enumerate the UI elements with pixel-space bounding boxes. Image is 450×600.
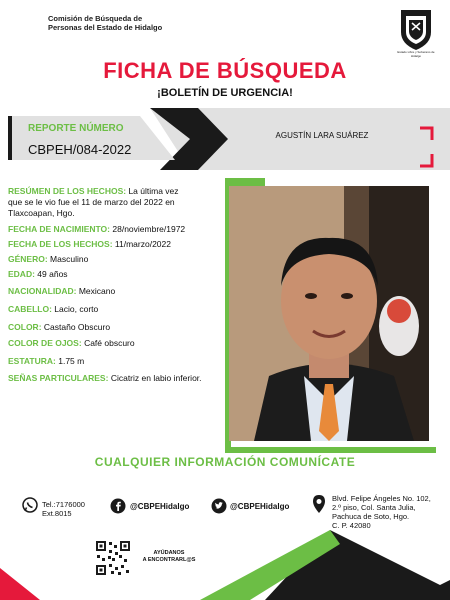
detail-value: Lacio, corto [54,304,99,314]
address-line-3: Pachuca de Soto, Hgo. [332,512,410,521]
address-line-4: C. P. 42080 [332,521,371,530]
facebook-icon [110,498,126,514]
photo-frame-accent-bottom [225,447,436,453]
detail-row-birthdate [8,224,185,235]
cta-line-2: A ENCONTRARL@S [142,557,196,563]
detail-value: 11/marzo/2022 [114,239,171,249]
detail-row-age [8,269,68,280]
report-number: CBPEH/084-2022 [28,142,132,157]
location-pin-icon [312,494,326,514]
address-line-1: Blvd. Felipe Ángeles No. 102, [332,494,431,503]
detail-key: CABELLO: [8,304,52,314]
detail-row-marks [8,373,202,384]
twitter-icon [211,498,227,514]
page-subtitle: ¡BOLETÍN DE URGENCIA! [157,87,293,99]
detail-value: Castaño Obscuro [43,322,111,332]
footer-band [0,520,450,600]
detail-row-hair [8,304,98,315]
detail-value: Mexicano [78,286,116,296]
whatsapp-icon [22,497,38,513]
detail-row-height [8,356,84,367]
detail-key: SEÑAS PARTICULARES: [8,373,109,383]
detail-value: 1.75 m [58,356,85,366]
missing-person-name: AGUSTÍN LARA SUÁREZ [275,131,369,140]
detail-value-summary-3: Tlaxcoapan, Hgo. [8,208,75,218]
contact-title: CUALQUIER INFORMACIÓN COMUNÍCATE [94,455,356,469]
detail-row-eye-color [8,338,135,349]
detail-row-color [8,322,110,333]
detail-value: Café obscuro [84,338,135,348]
twitter-handle[interactable]: @CBPEHidalgo [230,502,290,511]
qr-code-icon[interactable] [95,540,131,576]
detail-key: EDAD: [8,269,35,279]
shield-emblem-icon [397,8,435,58]
detail-key: FECHA DE LOS HECHOS: [8,239,113,249]
summary-block [8,186,223,219]
detail-key: COLOR DE OJOS: [8,338,82,348]
org-line-1: Comisión de Búsqueda de [48,14,143,23]
detail-key: GÉNERO: [8,254,48,264]
facebook-handle[interactable]: @CBPEHidalgo [130,502,190,511]
page-title: FICHA DE BÚSQUEDA [103,58,347,83]
detail-key-summary: RESÚMEN DE LOS HECHOS: [8,186,127,196]
detail-row-nationality [8,286,115,297]
emblem-caption: Estado Libre y Soberano de Hidalgo [397,50,435,58]
address-line-2: 2.º piso, Col. Santa Julia, [332,503,416,512]
detail-value: 28/noviembre/1972 [112,224,186,234]
phone-extension: Ext.8015 [42,509,72,518]
detail-value-summary-1: La última vez [128,186,179,196]
detail-key: NACIONALIDAD: [8,286,77,296]
org-line-2: Personas del Estado de Hidalgo [48,23,163,32]
footer-red-wedge [0,568,40,600]
organization-name [48,14,198,32]
detail-key: COLOR: [8,322,42,332]
cta-line-1: AYÚDANOS [153,550,185,556]
detail-value-summary-2: que se le vio fue el 11 de marzo del 2022 en [8,197,175,207]
detail-row-event-date [8,239,171,250]
detail-row-gender [8,254,88,265]
report-label: REPORTE NÚMERO [28,123,124,134]
detail-value: 49 años [37,269,68,279]
footer-call-to-action [134,550,204,564]
phone-line: Tel.:7176000 [42,500,85,509]
photo-frame-accent-top [225,178,265,186]
detail-key: ESTATURA: [8,356,56,366]
phone-number[interactable] [42,500,85,518]
detail-key: FECHA DE NACIMIENTO: [8,224,110,234]
report-box-bar [8,116,12,160]
detail-value: Masculino [50,254,89,264]
detail-value: Cicatriz en labio inferior. [110,373,202,383]
missing-person-photo [229,186,429,441]
